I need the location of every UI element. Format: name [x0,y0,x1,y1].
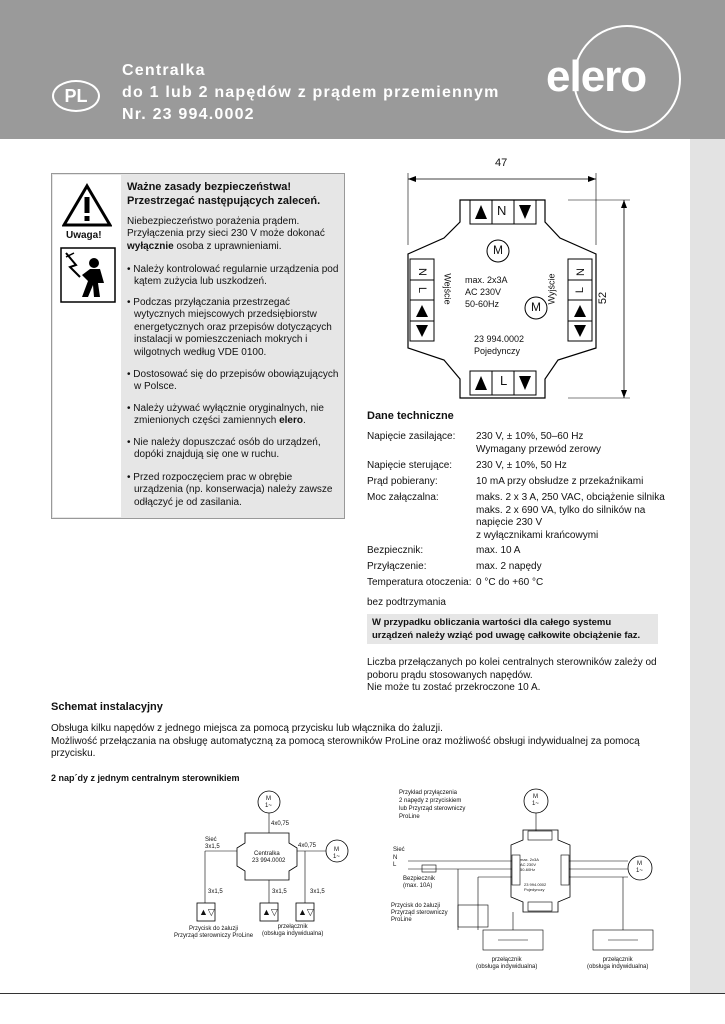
bottom-terminal-l: L [500,373,508,388]
bottom-rule [0,993,725,994]
safety-bullet-3: • Dostosować się do przepisów obowiązujących w Polsce. [127,369,339,393]
title-line-1: Centralka [122,62,206,79]
dl-unit-2: 23 994.0002 [252,858,286,864]
safety-bullet-4: • Należy używać wyłącznie oryginalnych, nie zmienionych części zamiennych elero. [127,403,324,427]
device-drawing [398,155,638,415]
title-line-3: Nr. 23 994.0002 [122,106,255,123]
safety-intro-3 [127,241,325,253]
safety-bullet-1: • Należy kontrolować regularnie urządzenia pod kątem zużycia lub uszkodzeń. [127,264,339,288]
dr-motor-top: M [533,794,538,800]
dr-unit-specs: max. 2x3A AC 230V 50-60Hz [520,857,539,872]
tech-label-temp: Temperatura otoczenia: [367,577,472,588]
dl-mains: Sieć [205,837,217,843]
dl-switch-2: ▲▽ [262,907,278,917]
safety-bullet-6: • Przed rozpoczęciem prac w obrębie urządzenia (np. konserwacja) należy zawsze odłączyć je od zasilania. [127,472,333,508]
dl-caption-left: Przycisk do żaluzji Przyrząd sterowniczy ProLine [174,926,254,939]
dr-button: Przycisk do żaluzji Przyrząd sterowniczy ProLine [391,903,448,923]
dr-mains: Sieć N L [393,847,405,868]
tech-label-power: Moc załączalna: [367,492,439,503]
dl-wire-top: 4x0,75 [271,821,290,827]
side-strip [690,139,725,994]
logo-elero: elero [546,52,647,101]
tech-value-fuse: max. 10 A [476,545,521,556]
tech-value-power: maks. 2 x 3 A, 250 VAC, obciążenie silnika maks. 2 x 690 VA, tylko do silników na napięcie 230 V z wyłącznikami krańcowymi [476,492,665,541]
safety-intro-bold: wyłącznie [127,240,174,252]
dl-switch-1: ▲▽ [199,907,215,917]
safety-heading-1: Ważne zasady bezpieczeństwa! [127,181,292,193]
dl-motor-sub: 1~ [265,803,272,809]
language-badge: PL [52,80,100,112]
dl-motor: M [266,796,271,802]
safety-heading-2: Przestrzegać następujących zaleceń. [127,195,321,207]
tech-label-supply: Napięcie zasilające: [367,431,456,442]
dl-motor-right-sub: 1~ [333,854,340,860]
tech-value-supply: 230 V, ± 10%, 50–60 Hz Wymagany przewód zerowy [476,431,601,455]
dl-caption-right: przełącznik (obsługa indywidualna) [262,924,324,937]
dr-fuse: Bezpiecznik (max. 10A) [403,876,436,889]
dl-wire-a: 3x1,5 [208,889,223,895]
device-specs: max. 2x3A AC 230V 50-60Hz [465,275,508,309]
tech-no-backup: bez podtrzymania [367,597,446,608]
tech-label-current: Prąd pobierany: [367,476,438,487]
device-part: 23 994.0002 Pojedynczy [474,334,525,356]
dl-switch-3: ▲▽ [298,907,314,917]
tech-label-control: Napięcie sterujące: [367,460,453,471]
right-terminal-l: L [574,286,587,294]
dr-title: Przykład przyłączenia 2 napędy z przyciskiem lub Przyrząd sterowniczy ProLine [399,790,466,820]
tech-label-connection: Przyłączenie: [367,561,427,572]
electric-shock-icon [60,247,116,303]
install-subheading: 2 nap´dy z jednym centralnym sterownikiem [51,773,240,783]
motor-symbol-1: M [493,243,503,257]
dim-height: 52 [597,291,610,305]
input-label: Wejście [442,273,453,305]
tech-value-connection: max. 2 napędy [476,561,542,572]
dl-mains-wire: 3x1,5 [205,844,220,850]
motor-symbol-2: M [531,300,541,314]
safety-bullet-5: • Nie należy dopuszczać osób do urządzeń, dopóki znajdują się one w ruchu. [127,437,321,461]
dl-wire-right: 4x0,75 [298,843,317,849]
dl-unit-1: Centralka [254,851,280,857]
dl-wire-b: 3x1,5 [272,889,287,895]
output-label: Wyjście [546,273,557,305]
tech-label-fuse: Bezpiecznik: [367,545,424,556]
dr-motor-right-sub: 1~ [636,868,643,874]
left-terminal-n: N [415,268,428,276]
dr-switch-caption-2: przełącznik (obsługa indywidualna) [587,957,649,970]
tech-value-current: 10 mA przy obsłudze z przekaźnikami [476,476,644,487]
tech-value-temp: 0 °C do +60 °C [476,577,544,588]
left-terminal-l: L [416,286,429,294]
dl-wire-c: 3x1,5 [310,889,325,895]
install-heading: Schemat instalacyjny [51,701,163,713]
dr-unit-part: 23 994.0002 Pojedynczy [524,882,547,892]
warning-triangle-icon [62,183,112,227]
dr-motor-top-sub: 1~ [532,801,539,807]
install-body: Obsługa kilku napędów z jednego miejsca za pomocą przycisku lub włącznika do żaluzji. Możliwość przełączania na obsługę automatyczną za pomocą sterowników ProLine oraz możliwość obsługi indywidualnej za pomocą przycisku. [51,723,640,759]
top-terminal-n: N [497,203,507,218]
dl-motor-right: M [334,847,339,853]
right-terminal-n: N [574,268,587,276]
tech-paragraph: Liczba przełączanych po kolei centralnych sterowników zależy od poboru prądu stosowanych napędów. Nie może tu zostać przekroczone 10 A. [367,657,657,694]
warning-label: Uwaga! [66,230,102,241]
safety-intro-1: Niebezpieczeństwo porażenia prądem. [127,216,300,227]
safety-bullet-2: • Podczas przyłączania przestrzegać wytycznych miejscowych przedsiębiorstw energetycznych oraz przepisów dotyczących instalacji w pomieszczeniach mokrych i wilgotnych według VDE 0100. [127,297,332,358]
note-text: W przypadku obliczania wartości dla całego systemu urządzeń należy wziąć pod uwagę całkowite obciążenie faz. [372,617,641,641]
safety-intro-2: Przyłączenia przy sieci 230 V może dokonać [127,228,325,240]
dr-motor-right: M [637,861,642,867]
safety-intro-rest: osoba z uprawnieniami. [173,240,282,252]
title-line-2: do 1 lub 2 napędów z prądem przemiennym [122,84,500,101]
dim-width: 47 [495,157,508,169]
tech-heading: Dane techniczne [367,410,454,422]
tech-value-control: 230 V, ± 10%, 50 Hz [476,460,567,471]
dr-switch-caption-1: przełącznik (obsługa indywidualna) [476,957,538,970]
